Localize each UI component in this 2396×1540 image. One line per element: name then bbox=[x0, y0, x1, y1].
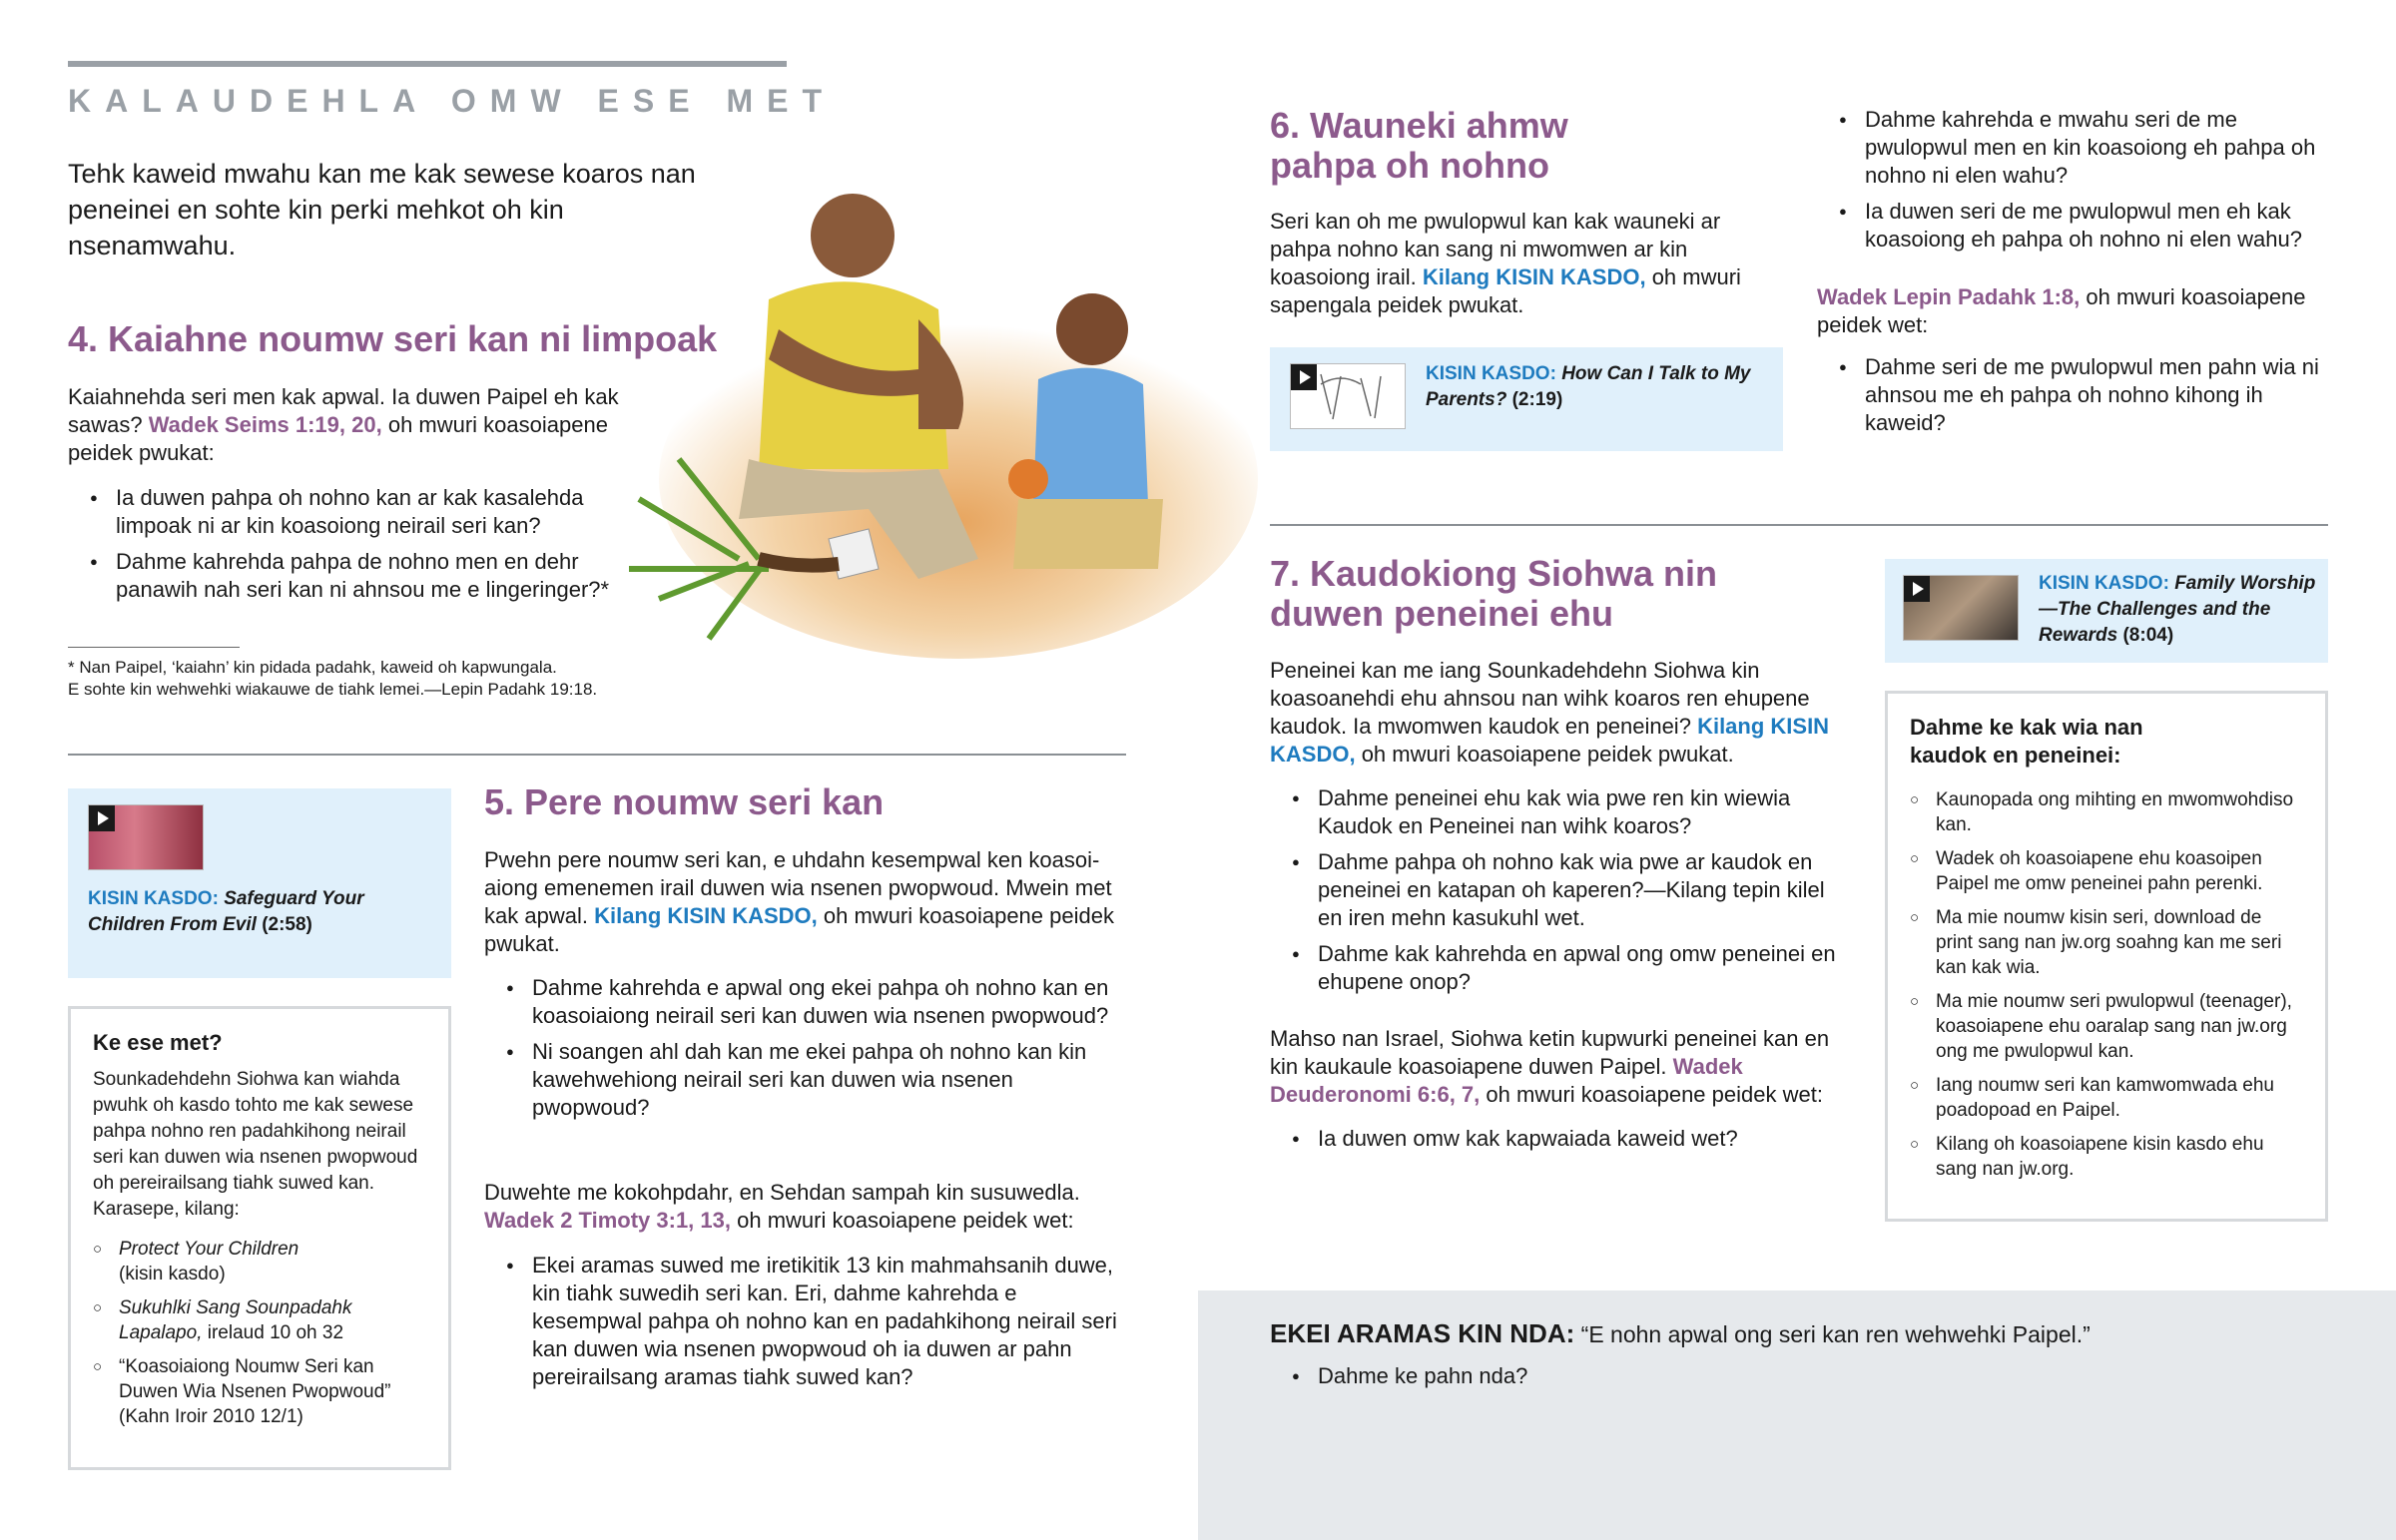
footnote-line-2: E sohte kin wehwehki wiakauwe de tiahk lemei.—Lepin Padahk 19:18. bbox=[68, 680, 598, 699]
play-icon[interactable] bbox=[1291, 364, 1317, 390]
section-5-paragraph: Pwehn pere noumw seri kan, e uhdahn kesempwal ken koasoiaiong emenemen irail duwen wia nsenen pwopwoud. Mwein met kak apwal. Kilang KISIN KASDO, oh mwuri koasoiapene peidek pwukat. bbox=[484, 847, 1114, 956]
list-item: ● Dahme kahrehda e mwahu seri de me pwulopwul men en kin koasoiong eh pahpa oh nohno ni elen wahu? bbox=[1817, 106, 2336, 190]
footer-quote-line bbox=[1270, 1318, 2091, 1349]
video-how-can-i-talk[interactable] bbox=[1270, 347, 1783, 451]
section-4-scripture-link[interactable]: Wadek Seims 1:19, 20, bbox=[148, 412, 382, 437]
family-worship-tips-box bbox=[1885, 691, 2328, 1222]
footnote-rule bbox=[68, 647, 240, 648]
list-item: ● Ia duwen pahpa oh nohno kan ar kak kasalehda limpoak ni ar kin koasoiong neirail seri kan? bbox=[68, 484, 637, 540]
video-caption bbox=[88, 886, 427, 938]
list-item: ○ Ma mie noumw seri pwulopwul (teenager), koasoiapene ehu oaralap sang nan jw.org ong me pwulopwul kan. bbox=[1910, 989, 2303, 1064]
section-5-title: 5. Pere noumw seri kan bbox=[484, 781, 885, 822]
tips-title: Dahme ke kak wia nan kaudok en peneinei: bbox=[1910, 715, 2143, 768]
left-divider bbox=[68, 754, 1126, 756]
section-6-bullets-2 bbox=[1817, 353, 2336, 445]
footnote-line-1: * Nan Paipel, ‘kaiahn’ kin pidada padahk, kaweid oh kapwungala. bbox=[68, 658, 557, 677]
did-you-know-body: Sounkadehdehn Siohwa kan wiahda pwuhk oh kasdo tohto me kak sewese pahpa nohno ren padahkihong neirail seri kan duwen wia nsenen pwopwoud oh pereirailsang tiahk suwed kan. Karasepe, kilang: bbox=[93, 1069, 418, 1220]
tips-list bbox=[1910, 787, 2303, 1182]
list-item: ● Ia duwen omw kak kapwaiada kaweid wet? bbox=[1270, 1125, 1849, 1153]
section-6-paragraph: Seri kan oh me pwulopwul kan kak wauneki ar pahpa nohno kan sang ni mwomwen ar kin koasoiong irail. Kilang KISIN KASDO, oh mwuri sapengala peidek pwukat. bbox=[1270, 209, 1741, 317]
section-4-bullets bbox=[68, 484, 637, 612]
father-son-illustration bbox=[619, 180, 1258, 659]
video-caption: KISIN KASDO: How Can I Talk to My Parents? (2:19) bbox=[1426, 363, 1751, 410]
did-you-know-box bbox=[68, 1006, 451, 1470]
list-item: ● Dahme kak kahrehda en apwal ong omw peneinei en ehupene onop? bbox=[1270, 940, 1849, 996]
section-6-video-link[interactable]: Kilang KISIN KASDO, bbox=[1422, 264, 1646, 289]
section-4-title: 4. Kaiahne noumw seri kan ni limpoak bbox=[68, 318, 718, 359]
list-item: ● Dahme kahrehda pahpa de nohno men en dehr panawih nah seri kan ni ahnsou me e lingeringer?* bbox=[68, 548, 637, 604]
right-divider bbox=[1270, 524, 2328, 526]
section-6-paragraph-2: Wadek Lepin Padahk 1:8, oh mwuri koasoiapene peidek wet: bbox=[1817, 284, 2306, 337]
section-5-video-link[interactable]: Kilang KISIN KASDO, bbox=[594, 903, 818, 928]
son-shirt bbox=[1033, 368, 1148, 504]
section-6-bullets bbox=[1817, 106, 2336, 261]
section-5-bullets bbox=[484, 974, 1123, 1130]
list-item: ● Dahme peneinei ehu kak wia pwe ren kin wiewia Kaudok en Peneinei nan wihk koaros? bbox=[1270, 784, 1849, 840]
footer-bullets bbox=[1270, 1362, 2168, 1398]
video-thumbnail[interactable] bbox=[88, 804, 204, 870]
footer-panel bbox=[1198, 1290, 2396, 1540]
list-item: ○ Iang noumw seri kan kamwomwada ehu poadopoad en Paipel. bbox=[1910, 1073, 2303, 1123]
footer-label: EKEI ARAMAS KIN NDA: bbox=[1270, 1318, 1575, 1348]
section-5-bullets-2 bbox=[484, 1252, 1123, 1399]
list-item: ● Dahme kahrehda e apwal ong ekei pahpa oh nohno kan en koasoiaiong neirail seri kan duwen wia nsenen pwopwoud? bbox=[484, 974, 1123, 1030]
section-7-bullets-2 bbox=[1270, 1125, 1849, 1161]
section-7-title: 7. Kaudokiong Siohwa nin duwen peneinei ehu bbox=[1270, 553, 1718, 634]
list-item: ● Dahme seri de me pwulopwul men pahn wia ni ahnsou me eh pahpa oh nohno kihong ih kaweid? bbox=[1817, 353, 2336, 437]
section-4-paragraph bbox=[68, 383, 637, 467]
video-thumbnail[interactable] bbox=[1290, 363, 1406, 429]
section-4-text: Kaiahnehda seri men kak apwal. Ia duwen Paipel eh kak sawas? bbox=[68, 384, 619, 437]
son-shorts bbox=[1013, 499, 1163, 569]
list-item: ● Ia duwen seri de me pwulopwul men eh kak koasoiong eh pahpa oh nohno ni elen wahu? bbox=[1817, 198, 2336, 254]
section-4-text-b: oh mwuri koasoiapene peidek pwukat: bbox=[68, 412, 608, 465]
section-7-paragraph-2: Mahso nan Israel, Siohwa ketin kupwurki peneinei kan en kin kaukaule koasoiapene duwen Paipel. Wadek Deuderonomi 6:6, 7, oh mwuri koasoiapene peidek wet: bbox=[1270, 1026, 1830, 1107]
video-caption: KISIN KASDO: Family Worship—The Challenges and the Rewards (8:04) bbox=[2039, 573, 2316, 646]
did-you-know-title: Ke ese met? bbox=[93, 1030, 223, 1055]
header-rule bbox=[68, 61, 787, 67]
list-item: ○ Ma mie noumw kisin seri, download de print sang nan jw.org soahng kan me seri kan kak wia. bbox=[1910, 905, 2303, 980]
list-item: ● Ekei aramas suwed me iretikitik 13 kin mahmahsanih duwe, kin tiahk suwedih seri kan. Eri, dahme kahrehda e kesempwal pahpa oh nohno kan en padahkihong neirail seri kan duwen wia nsenen pwopwoud oh ia duwen ar pahn pereirailsang aramas tiahk suwed kan? bbox=[484, 1252, 1123, 1391]
play-icon[interactable] bbox=[89, 805, 115, 831]
orange bbox=[1008, 459, 1048, 499]
page-kicker: KALAUDEHLA OMW ESE MET bbox=[68, 83, 837, 119]
section-5-scripture-link[interactable]: Wadek 2 Timoty 3:1, 13, bbox=[484, 1208, 731, 1233]
video-safeguard[interactable] bbox=[68, 788, 451, 978]
list-item: ○ “Koasoiaiong Noumw Seri kan Duwen Wia Nsenen Pwopwoud” (Kahn Iroir 2010 12/1) bbox=[93, 1354, 426, 1429]
video-duration: (2:58) bbox=[262, 914, 312, 935]
list-item: ○ Protect Your Children (kisin kasdo) bbox=[93, 1237, 426, 1286]
father-head bbox=[811, 194, 895, 277]
list-item: ○ Kilang oh koasoiapene kisin kasdo ehu sang nan jw.org. bbox=[1910, 1132, 2303, 1182]
did-you-know-list bbox=[93, 1237, 426, 1429]
intro-text: Tehk kaweid mwahu kan me kak sewese koaros nan peneinei en sohte kin perki mehkot oh kin nsenamwahu. bbox=[68, 159, 696, 260]
list-item: ● Dahme pahpa oh nohno kak wia pwe ar kaudok en peneinei en katapan oh kaperen?—Kilang tepin kilel en iren mehn kasukuhl wet. bbox=[1270, 848, 1849, 932]
list-item: ○ Sukuhlki Sang Sounpadahk Lapalapo, irelaud 10 oh 32 bbox=[93, 1295, 426, 1345]
list-item: ● Dahme ke pahn nda? bbox=[1270, 1362, 2168, 1390]
list-item: ○ Kaunopada ong mihting en mwomwohdiso kan. bbox=[1910, 787, 2303, 837]
section-6-title: 6. Wauneki ahmw pahpa oh nohno bbox=[1270, 105, 1568, 186]
list-item: ○ Wadek oh koasoiapene ehu koasoipen Paipel me omw peneinei pahn perenki. bbox=[1910, 846, 2303, 896]
video-family-worship[interactable] bbox=[1885, 559, 2328, 663]
footer-quote: “E nohn apwal ong seri kan ren wehwehki Paipel.” bbox=[1580, 1321, 2091, 1347]
video-label: KISIN KASDO: bbox=[88, 888, 219, 909]
section-7-video-link[interactable]: Kilang KISIN KASDO, bbox=[1270, 714, 1830, 767]
section-7-bullets bbox=[1270, 784, 1849, 1004]
son-head bbox=[1056, 293, 1128, 365]
play-icon[interactable] bbox=[1904, 576, 1930, 602]
list-item: ● Ni soangen ahl dah kan me ekei pahpa oh nohno kan kin kawehwehiong neirail seri kan duwen wia nsenen pwopwoud? bbox=[484, 1038, 1123, 1122]
video-title: Safeguard Your Children From Evil bbox=[88, 888, 364, 935]
video-thumbnail[interactable] bbox=[1903, 575, 2019, 641]
section-5-paragraph-2: Duwehte me kokohpdahr, en Sehdan sampah kin susuwedla. Wadek 2 Timoty 3:1, 13, oh mwuri koasoiapene peidek wet: bbox=[484, 1180, 1080, 1233]
section-7-paragraph: Peneinei kan me iang Sounkadehdehn Siohwa kin koasoanehdi ehu ahnsou nan wihk koaros ren ehupene kaudok. Ia mwomwen kaudok en peneinei? Kilang KISIN KASDO, oh mwuri koasoiapene peidek pwukat. bbox=[1270, 658, 1830, 767]
section-7-scripture-link[interactable]: Wadek Deuderonomi 6:6, 7, bbox=[1270, 1054, 1743, 1107]
section-6-scripture-link[interactable]: Wadek Lepin Padahk 1:8, bbox=[1817, 284, 2081, 309]
